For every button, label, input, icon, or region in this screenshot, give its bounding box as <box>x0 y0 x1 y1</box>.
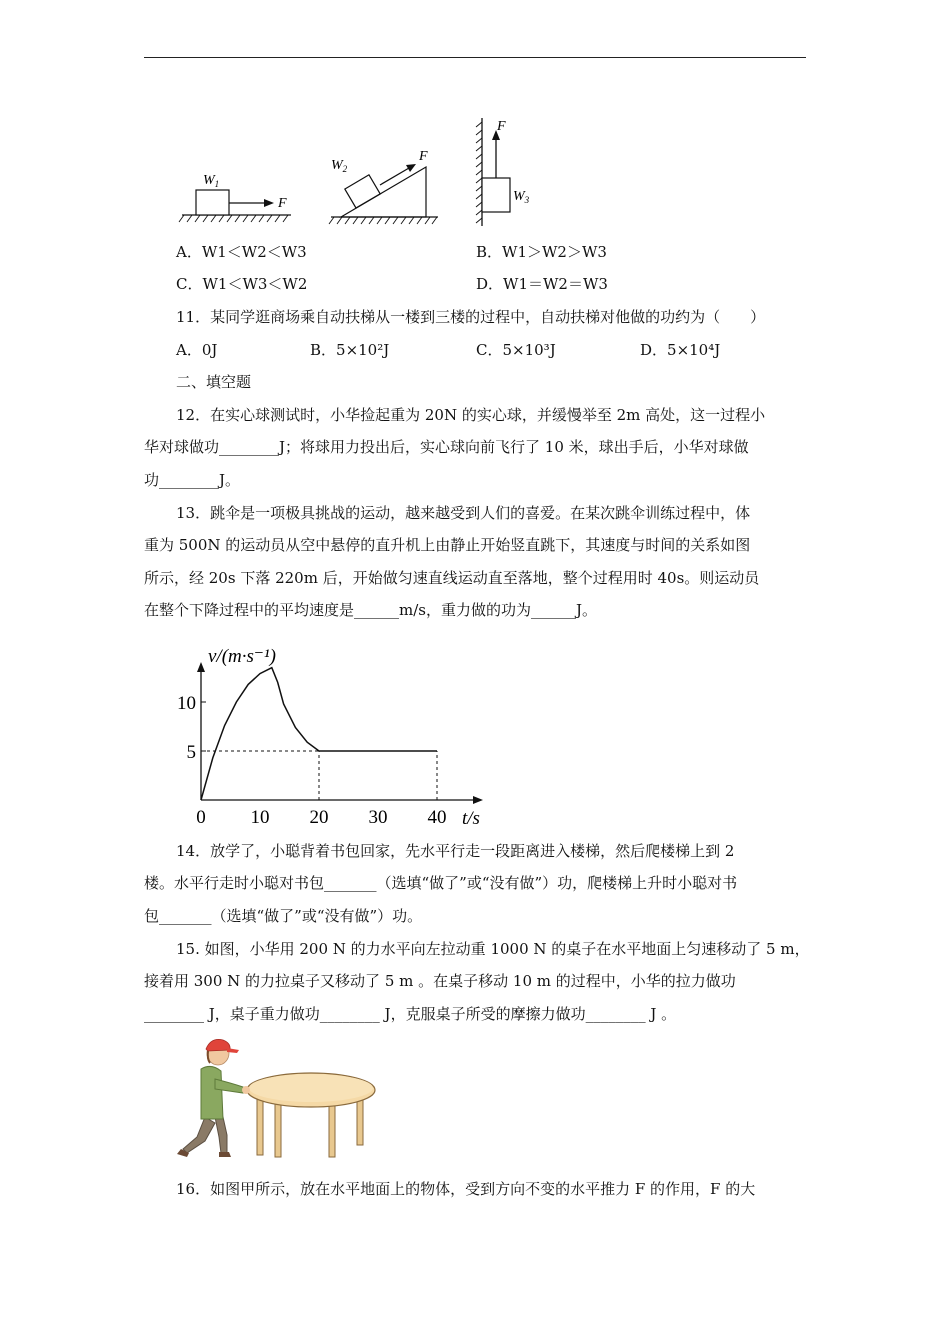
svg-text:W1 <box>203 173 219 189</box>
q11-option-b: B．5×10²J <box>310 341 390 359</box>
q11-stem: 11．某同学逛商场乘自动扶梯从一楼到三楼的过程中，自动扶梯对他做的功约为（ ） <box>176 308 766 326</box>
y-axis-label: v/(m·s⁻¹) <box>208 646 276 667</box>
table <box>247 1073 375 1157</box>
q10-option-b: B．W1＞W2＞W3 <box>476 243 607 261</box>
q15-line-3: ________ J，桌子重力做功________ J，克服桌子所受的摩擦力做功________ J 。 <box>144 1005 677 1023</box>
x-tick-label-1: 10 <box>250 807 270 828</box>
q10-figure-wall <box>470 116 545 230</box>
x-tick-label-3: 30 <box>368 807 388 828</box>
x-tick-label-0: 0 <box>196 807 206 828</box>
q12-line-3: 功________J。 <box>144 471 241 489</box>
q10-figure-incline <box>326 145 446 230</box>
q10-w3-sub: 3 <box>524 195 530 205</box>
q13-line-4: 在整个下降过程中的平均速度是______m/s，重力做的功为______J。 <box>144 601 597 619</box>
svg-text:W2 <box>331 158 348 174</box>
q10-w3-label: W <box>513 189 525 204</box>
q10-w2-sub: 2 <box>342 164 348 174</box>
q10-f3-label: F <box>497 119 506 134</box>
q15-line-2: 接着用 300 N 的力拉桌子又移动了 5 m 。在桌子移动 10 m 的过程中，小华的拉力做功 <box>144 972 736 990</box>
q10-option-a: A．W1＜W2＜W3 <box>176 243 307 261</box>
q12-line-2: 华对球做功________J；将球用力投出后，实心球向前飞行了 10 米，球出手后，小华对球做 <box>144 438 749 456</box>
x-axis-label: t/s <box>462 808 480 829</box>
q10-option-c: C．W1＜W3＜W2 <box>176 275 308 293</box>
y-axis-arrow <box>197 662 205 672</box>
header-rule <box>144 57 806 58</box>
person <box>177 1039 250 1157</box>
q11-option-d: D．5×10⁴J <box>640 341 721 359</box>
person-pulling-table-illustration <box>175 1033 385 1161</box>
q11-option-c: C．5×10³J <box>476 341 556 359</box>
q10-w2-label: W <box>331 158 343 173</box>
q10-w1-label: W <box>203 173 215 188</box>
q14-line-1: 14．放学了，小聪背着书包回家，先水平行走一段距离进入楼梯，然后爬楼梯上到 2 <box>176 842 735 860</box>
x-tick-label-4: 40 <box>427 807 447 828</box>
q13-line-2: 重为 500N 的运动员从空中悬停的直升机上由静止开始竖直跳下，其速度与时间的关系如图 <box>144 536 751 554</box>
q10-f1-label: F <box>278 196 287 211</box>
velocity-time-chart <box>170 640 500 830</box>
q10-f2-label: F <box>419 149 428 164</box>
q13-line-1: 13．跳伞是一项极具挑战的运动，越来越受到人们的喜爱。在某次跳伞训练过程中，体 <box>176 504 751 522</box>
q13-line-3: 所示，经 20s 下落 220m 后，开始做匀速直线运动直至落地，整个过程用时 40s。则运动员 <box>144 569 760 587</box>
q11-option-a: A．0J <box>176 341 218 359</box>
q14-line-3: 包_______（选填“做了”或“没有做”）功。 <box>144 907 423 925</box>
x-axis-arrow <box>473 796 483 804</box>
q10-option-d: D．W1＝W2＝W3 <box>476 275 608 293</box>
q14-line-2: 楼。水平行走时小聪对书包_______（选填“做了”或“没有做”）功，爬楼梯上升时小聪对书 <box>144 874 738 892</box>
y-tick-label-0: 5 <box>186 742 196 763</box>
q12-line-1: 12．在实心球测试时，小华捡起重为 20N 的实心球，并缓慢举至 2m 高处，这一过程小 <box>176 406 766 424</box>
section-heading: 二、填空题 <box>176 373 252 391</box>
x-tick-label-2: 20 <box>309 807 329 828</box>
q16-line-1: 16．如图甲所示，放在水平地面上的物体，受到方向不变的水平推力 F 的作用，F 的大 <box>176 1180 756 1198</box>
svg-text:W3 <box>513 189 530 205</box>
q15-line-1: 15. 如图，小华用 200 N 的力水平向左拉动重 1000 N 的桌子在水平地面上匀速移动了 5 m， <box>176 940 810 958</box>
y-tick-label-1: 10 <box>177 693 196 714</box>
q10-w1-sub: 1 <box>214 179 220 189</box>
q10-figure-horizontal <box>176 165 296 230</box>
